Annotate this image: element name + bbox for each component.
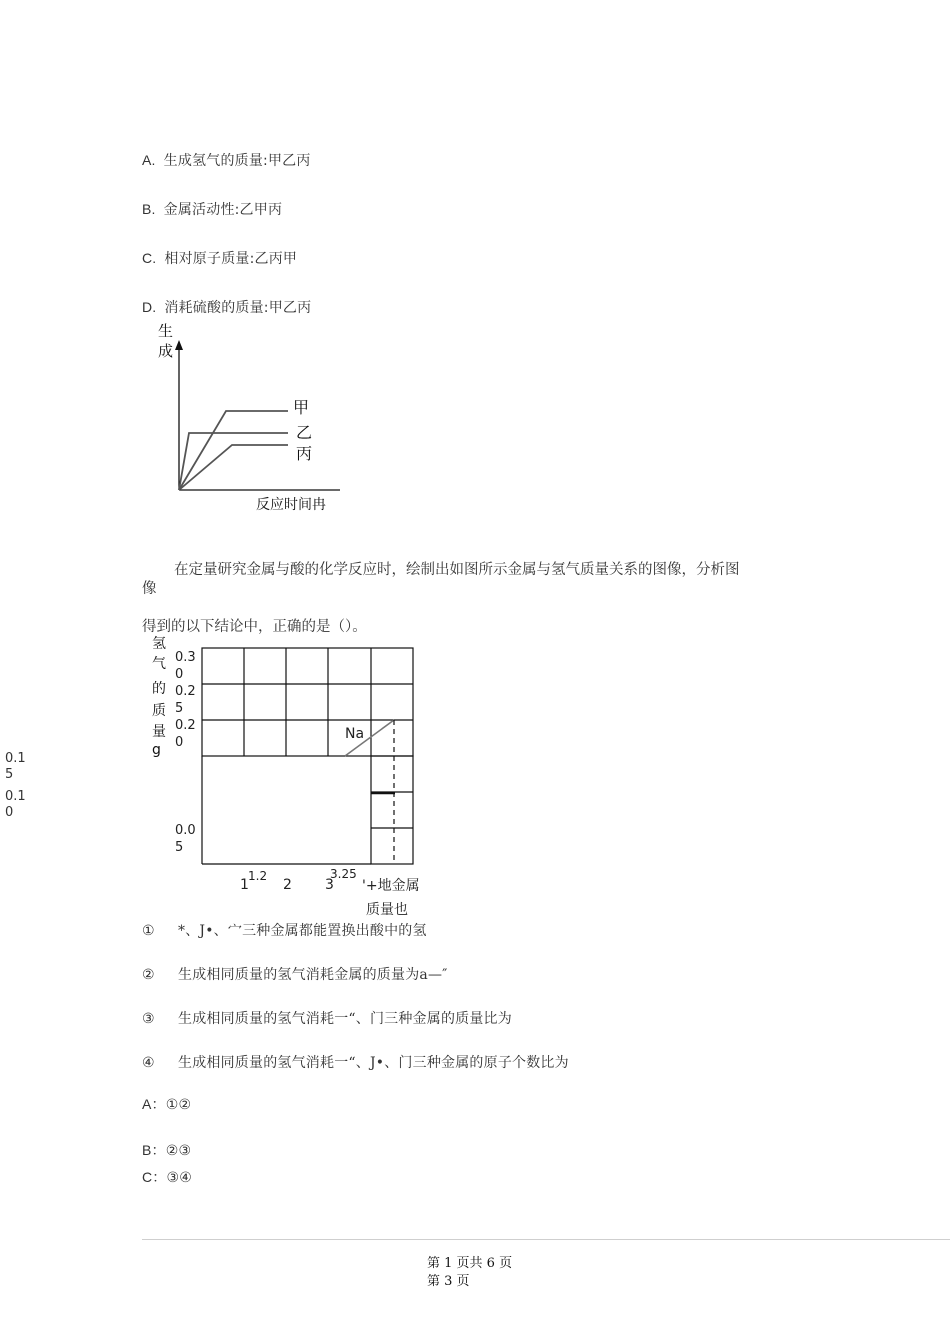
statement-4 [142,1052,569,1072]
option-a-text: 生成氢气的质量:甲乙丙 [163,153,311,169]
statement-4-num: ④ [142,1055,155,1071]
option-c-key: C. [142,250,157,266]
chart2-xannot-1: 1.2 [248,869,268,883]
chart2-xtick-1: 1 [240,877,249,893]
footer-page-number: 第 3 页 [427,1274,470,1289]
option-a [142,150,311,170]
chart2-xtick-3: 3 [325,877,334,893]
footer-divider [142,1239,950,1240]
option-a-key: A. [142,152,156,168]
statement-3-text: 生成相同质量的氢气消耗一“、门三种金属的质量比为 [178,1011,512,1027]
option-d-key: D. [142,299,157,315]
chart2-ytick-outside-2b: 0 [5,805,14,820]
chart2-x-label-1: '+地金属 [362,878,420,894]
hydrogen-mass-chart [140,632,450,917]
chart1-line-bing [179,445,288,490]
statement-3 [142,1008,512,1028]
statement-2-text: 生成相同质量的氢气消耗金属的质量为a—″ [178,967,448,983]
option-b-text: 金属活动性:乙甲丙 [163,202,283,218]
chart1-series-yi: 乙 [296,423,313,442]
chart2-x-label-2: 质量也 [366,902,408,917]
chart1-y-arrow [175,340,183,350]
chart1-line-jia [179,411,288,490]
chart1-y-label-2: 成 [158,342,174,360]
reaction-time-chart [150,318,360,518]
chart2-ytick-outside-2 [5,789,26,821]
answer-b-key: B： [142,1142,166,1158]
chart2-ytick-2b: 5 [175,701,184,716]
chart2-y-label-4: 质 [152,703,166,719]
answer-a-text: ①② [165,1097,192,1113]
statement-3-num: ③ [142,1011,155,1027]
chart2-y-label-3: 的 [152,681,166,697]
chart2-ytick-outside-1b: 5 [5,767,14,782]
chart2-xtick-2: 2 [283,877,292,893]
chart2-ytick-3b: 0 [175,735,184,750]
chart2-ytick-outside-1a: 0.1 [5,751,26,766]
option-c-text: 相对原子质量:乙丙甲 [164,251,298,267]
chart2-y-label-2: 气 [152,656,166,672]
question-line-1-wrap: 像 [142,581,157,597]
answer-a [142,1094,191,1114]
answer-c-text: ③④ [166,1170,193,1186]
option-b-key: B. [142,201,156,217]
chart1-x-label: 反应时间冉 [256,497,326,513]
footer-page-count: 第 1 页共 6 页 [427,1256,513,1271]
option-b [142,199,282,219]
option-c [142,248,297,268]
statement-2-num: ② [142,967,155,983]
statement-1-num: ① [142,923,155,939]
statement-1 [142,920,427,940]
chart2-ytick-3a: 0.2 [175,718,196,733]
chart1-series-jia: 甲 [293,398,310,417]
chart2-ytick-low-b: 5 [175,840,184,855]
chart2-ytick-2a: 0.2 [175,684,196,699]
statement-2 [142,964,448,984]
answer-b [142,1140,191,1160]
statement-4-text: 生成相同质量的氢气消耗一“、J•、门三种金属的原子个数比为 [178,1055,569,1071]
chart2-ytick-1b: 0 [175,667,184,682]
chart2-series-na: Na [345,726,365,742]
answer-c-key: C： [142,1169,167,1185]
question-line-1: 在定量研究金属与酸的化学反应时，绘制出如图所示金属与氢气质量关系的图像，分析图 [174,562,740,578]
answer-a-key: A： [142,1096,166,1112]
chart2-ytick-outside-2a: 0.1 [5,789,26,804]
chart2-xannot-2: 3.25 [330,867,357,881]
chart2-y-label-6: g [152,742,161,758]
answer-c [142,1167,192,1187]
answer-b-text: ②③ [165,1143,192,1159]
statement-1-text: *、J•、宀三种金属都能置换出酸中的氢 [178,923,427,939]
chart2-y-label-1: 氢 [152,636,166,652]
option-d [142,297,311,317]
chart2-ytick-outside-1 [5,751,26,783]
chart2-y-label-5: 量 [152,724,166,740]
question-line-2: 得到的以下结论中，正确的是（）。 [142,619,367,635]
chart1-series-bing: 丙 [296,444,313,463]
option-d-text: 消耗硫酸的质量:甲乙丙 [164,300,312,316]
chart2-ytick-1a: 0.3 [175,650,196,665]
chart1-y-label-1: 生 [158,322,174,340]
chart2-ytick-low-a: 0.0 [175,823,196,838]
chart2-grid [202,648,413,864]
